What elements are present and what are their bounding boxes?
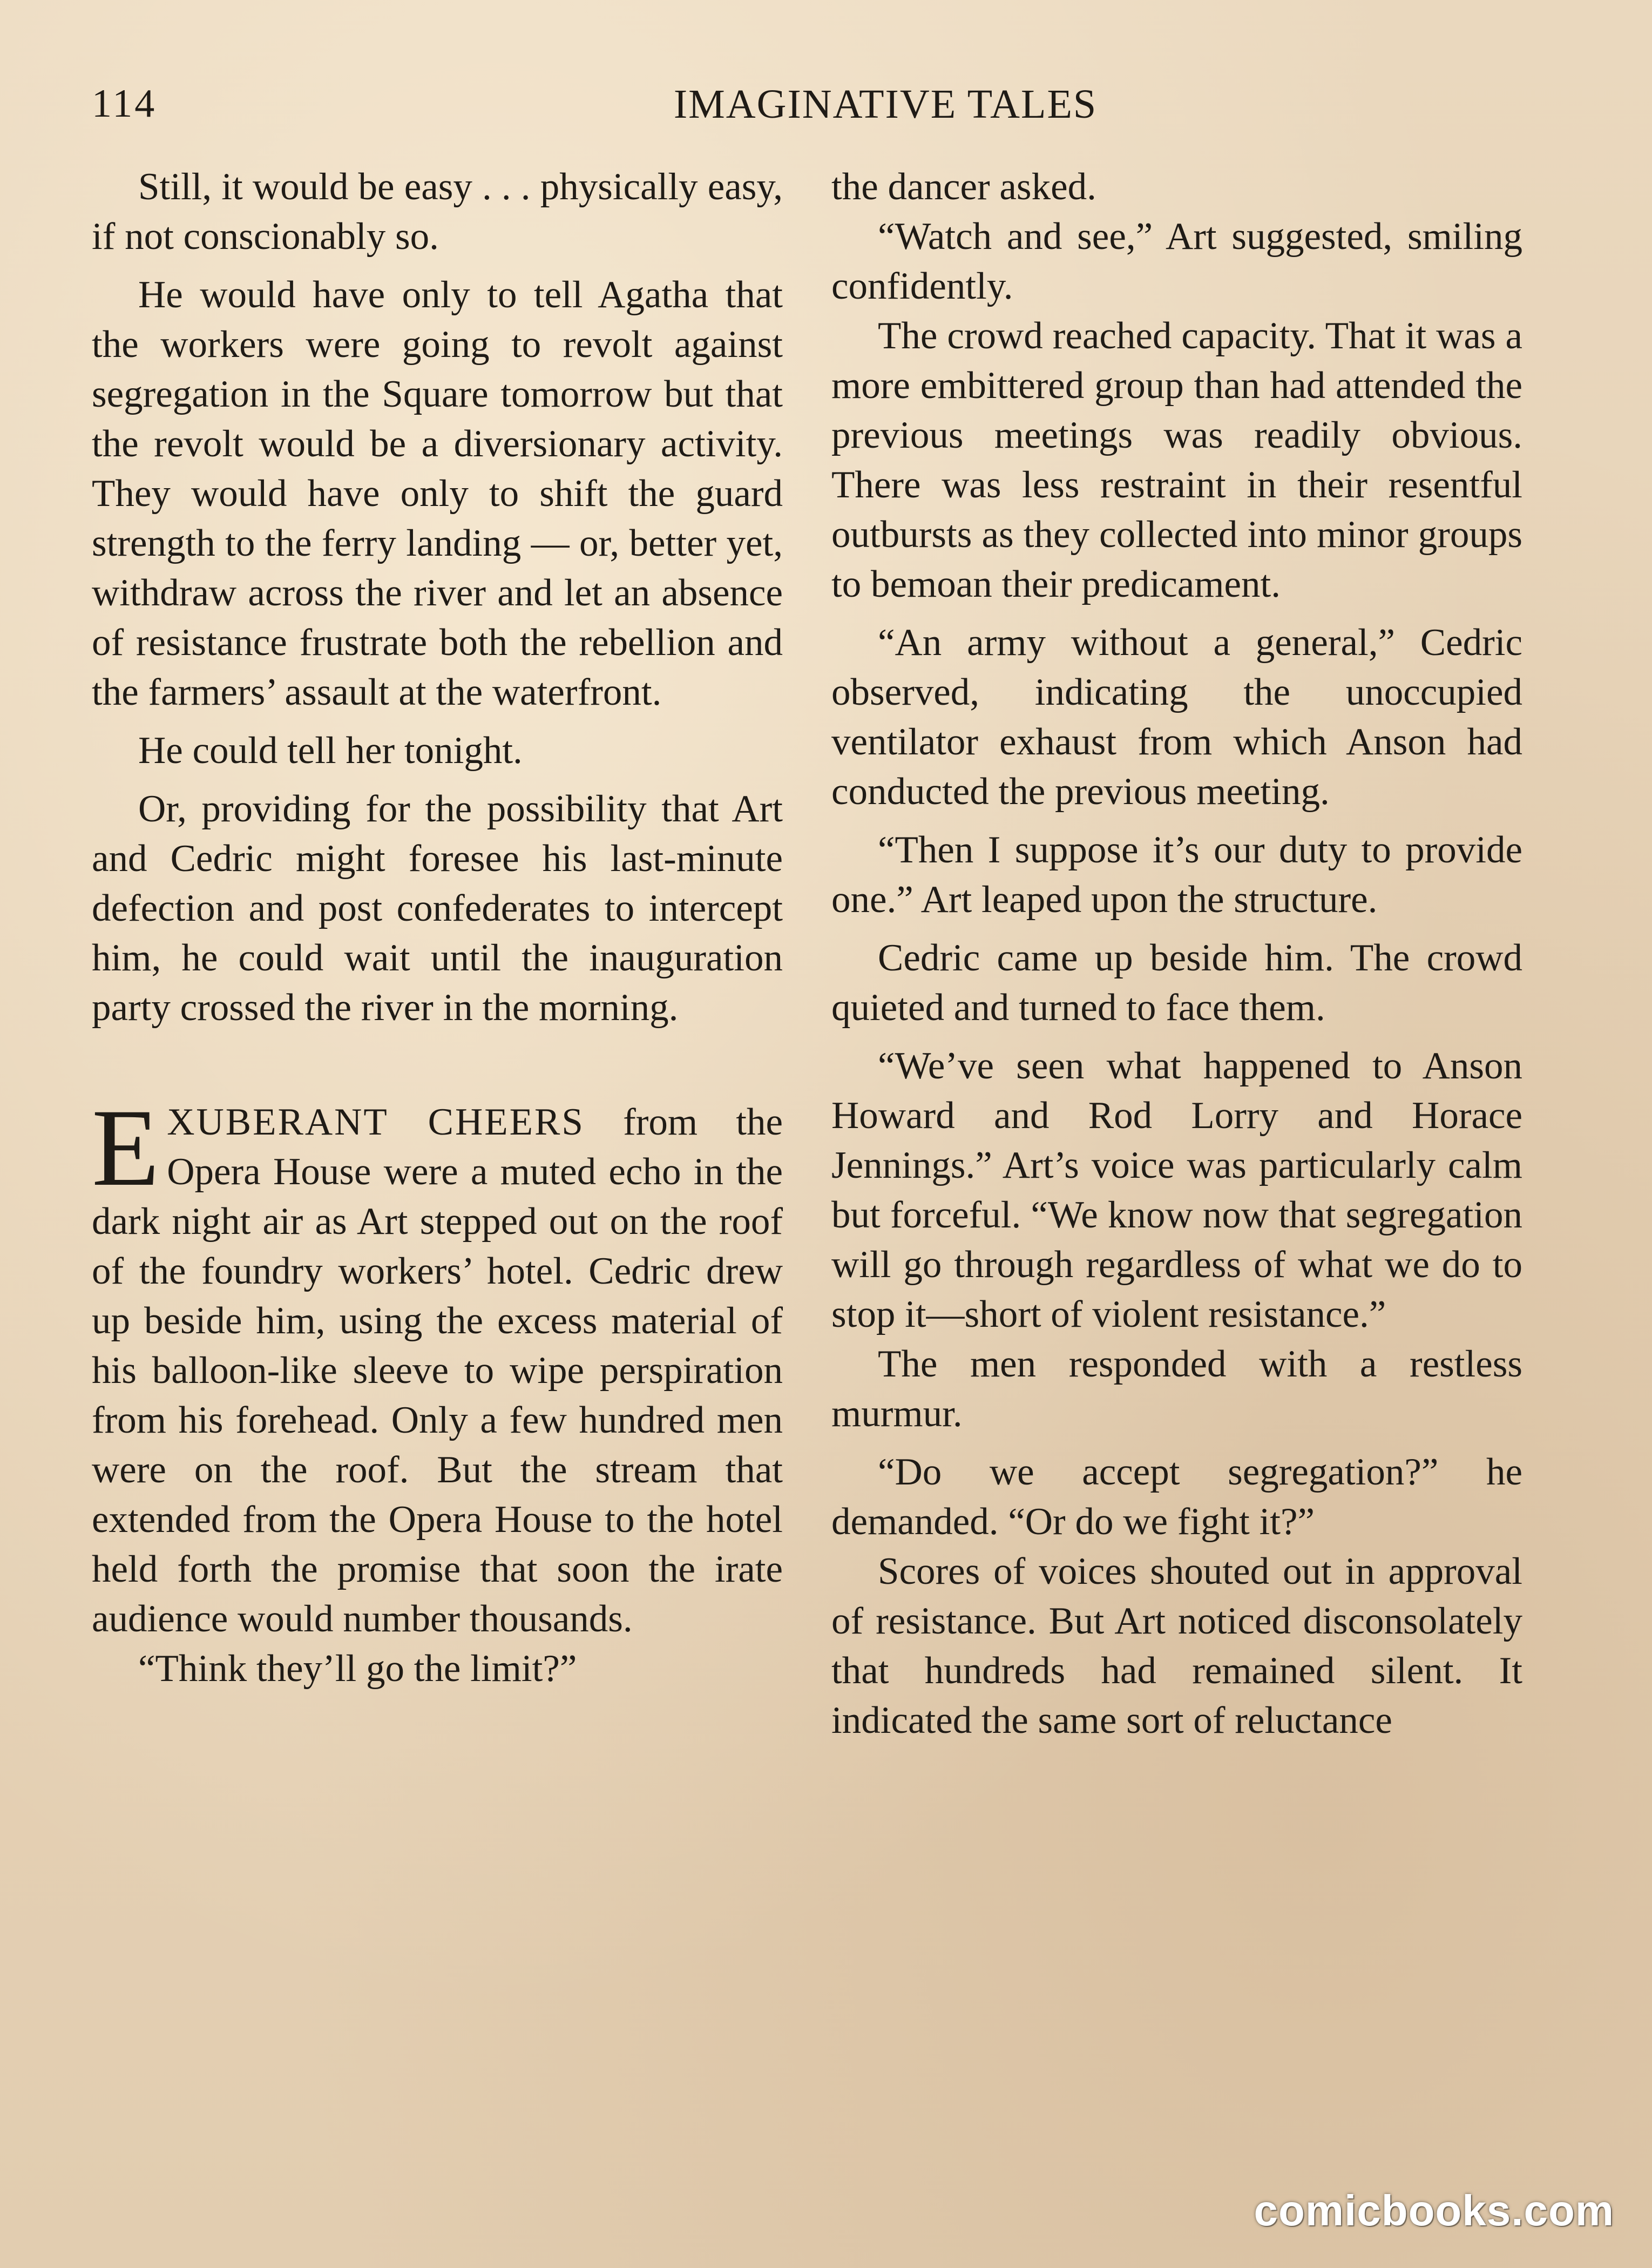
paragraph: “We’ve seen what happened to Anson Howard and Rod Lorry and Horace Jennings.” Art’s voice was particularly calm but forceful. “We know now that segregation will go through regardless of what we do to stop it—short of violent resistance.” <box>831 1045 1522 1335</box>
paragraph: “Then I suppose it’s our duty to provide one.” Art leaped upon the structure. <box>831 829 1522 921</box>
section-opening-paragraph <box>92 1086 783 1644</box>
page-number: 114 <box>92 82 157 126</box>
opening-caps: XUBERANT CHEERS <box>167 1101 585 1143</box>
drop-cap: E <box>92 1086 160 1209</box>
running-title: IMAGINATIVE TALES <box>673 82 1098 127</box>
paragraph: Still, it would be easy . . . physically easy, if not conscionably so. <box>92 166 783 258</box>
paragraph: “Do we accept segregation?” he demanded. “Or do we fight it?” <box>831 1451 1522 1543</box>
paragraph: The men responded with a restless murmur. <box>831 1343 1522 1435</box>
paragraph: He would have only to tell Agatha that the workers were going to revolt against segregation in the Square tomorrow but that the revolt would be a diversionary activity. They would have only to shift the guard strength to the ferry landing — or, better yet, withdraw across the river and let an absence of resistance frustrate both the rebellion and the farmers’ assault at the waterfront. <box>92 274 783 713</box>
paragraph: Cedric came up beside him. The crowd quieted and turned to face them. <box>831 937 1522 1029</box>
paragraph: He could tell her tonight. <box>138 730 523 772</box>
watermark: comicbooks.com <box>1254 2186 1614 2235</box>
paragraph: the dancer asked. <box>831 166 1096 208</box>
opening-text: from the Opera House were a muted echo in the dark night air as Art stepped out on the roof of the foundry workers’ hotel. Cedric drew up beside him, using the excess material of his balloon-like sleeve to wipe perspiration from his forehead. Only a few hundred men were on the roof. But the stream that extended from the Opera House to the hotel held forth the promise that soon the irate audience would number thousands. <box>92 1101 783 1640</box>
paragraph: The crowd reached capacity. That it was a more embittered group than had attended the previous meetings was readily obvious. There was less restraint in their resentful outbursts as they collected into minor groups to bemoan their predicament. <box>831 315 1522 605</box>
right-column <box>831 162 1522 1745</box>
left-column <box>92 162 783 1693</box>
page-header <box>92 76 1517 140</box>
paragraph: “Think they’ll go the limit?” <box>138 1648 577 1690</box>
paragraph: “An army without a general,” Cedric observed, indicating the unoccupied ventilator exhaust from which Anson had conducted the previous meeting. <box>831 622 1522 813</box>
paragraph: Scores of voices shouted out in approval of resistance. But Art noticed disconsolately that hundreds had remained silent. It indicated the same sort of reluctance <box>831 1550 1522 1742</box>
paragraph: “Watch and see,” Art suggested, smiling confidently. <box>831 215 1522 307</box>
paragraph: Or, providing for the possibility that Art and Cedric might foresee his last-minute defection and post confederates to intercept him, he could wait until the inauguration party crossed the river in the morning. <box>92 788 783 1029</box>
